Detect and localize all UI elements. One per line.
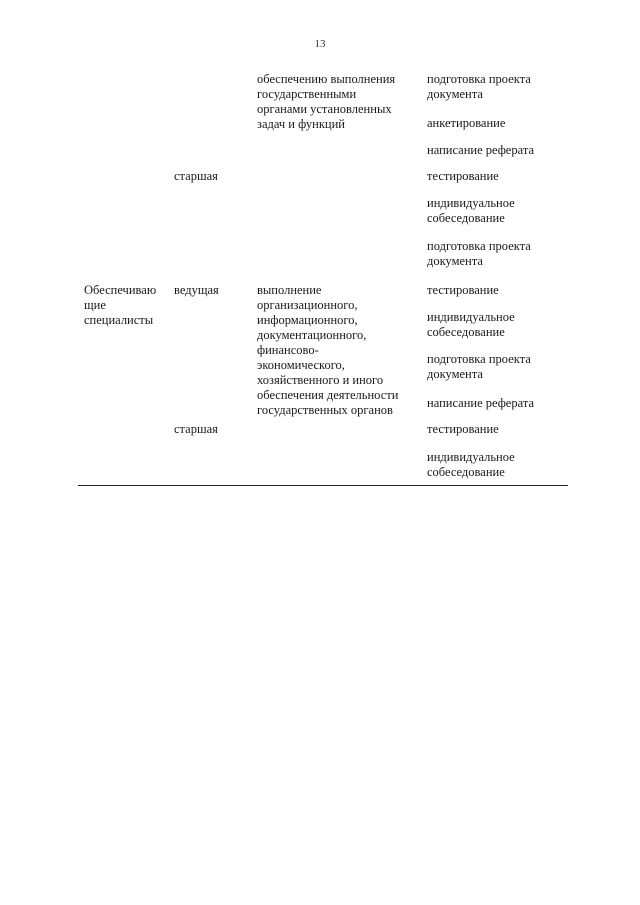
method-cell: подготовка проекта документа bbox=[427, 352, 531, 381]
group-label: ведущая bbox=[174, 283, 219, 297]
method-cell: написание реферата bbox=[427, 143, 534, 157]
method-cell: анкетирование bbox=[427, 116, 506, 130]
method-cell: подготовка проекта документа bbox=[427, 239, 531, 268]
group-label: старшая bbox=[174, 169, 218, 183]
method-cell: подготовка проекта документа bbox=[427, 72, 531, 101]
method-cell: индивидуальное собеседование bbox=[427, 450, 515, 479]
method-cell: индивидуальное собеседование bbox=[427, 196, 515, 225]
method-cell: тестирование bbox=[427, 422, 499, 436]
function-description: обеспечению выполнения государственными органами установленных задач и функций bbox=[257, 72, 396, 131]
category-label: Обеспечиваю щие специалисты bbox=[84, 283, 157, 327]
function-description: выполнение организационного, информационного, документационного, финансово- экономического, хозяйственного и иного обеспечения деятельности государственных органов bbox=[257, 283, 399, 417]
method-cell: тестирование bbox=[427, 169, 499, 183]
page-number: 13 bbox=[314, 38, 326, 50]
method-cell: тестирование bbox=[427, 283, 499, 297]
method-cell: индивидуальное собеседование bbox=[427, 310, 515, 339]
method-cell: написание реферата bbox=[427, 396, 534, 410]
group-label: старшая bbox=[174, 422, 218, 436]
table-bottom-rule bbox=[78, 485, 568, 486]
